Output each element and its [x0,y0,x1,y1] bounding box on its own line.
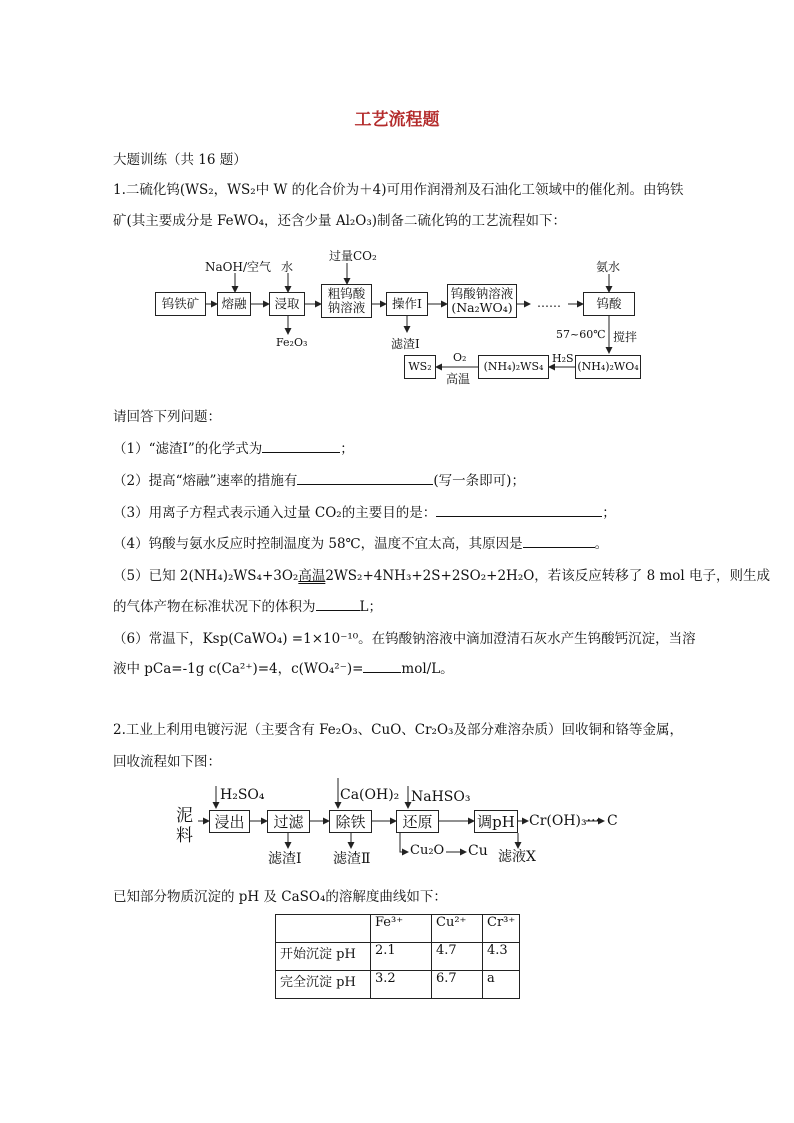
reagent-ammonia: 氨水 [596,260,621,274]
node-ammonium-thiotungstate: (NH₄)₂WS₄ [478,355,549,379]
q1-prompt: 请回答下列问题： [113,409,221,425]
q1-part-2-end: (写一条即可)； [433,473,525,489]
q1-part-4-end: 。 [594,536,609,552]
node-leach-out: 浸出 [209,810,250,833]
node-leach: 浸取 [269,292,305,316]
product-cu2o: Cu₂O [410,843,445,858]
reagent-water: 水 [281,260,294,274]
product-filtrate-x: 滤液X [498,849,536,865]
product-residue-1: 滤渣Ⅰ [268,851,302,867]
q2-known: 已知部分物质沉淀的 pH 及 CaSO₄的溶解度曲线如下： [113,889,447,905]
product-residue-2: 滤渣Ⅱ [333,851,371,867]
table-cell: 3.2 [371,971,432,999]
page-title: 工艺流程题 [354,110,440,130]
product-c: C [607,813,618,829]
table-cell: 开始沉淀 pH [276,943,371,971]
q1-part-4-text: （4）钨酸与氨水反应时控制温度为 58℃，温度不宜太高，其原因是 [113,536,523,552]
reagent-nahso3: NaHSO₃ [411,789,471,805]
q1-part-2-text: （2）提高“熔融”速率的措施有 [113,473,298,489]
table-header-row [276,915,520,943]
mud-label-1: 泥 [176,806,193,826]
table-header-cell [276,915,371,943]
product-residue-1: 滤渣Ⅰ [391,337,420,351]
section-heading: 大题训练（共 16 题） [113,152,247,168]
node-ws2: WS₂ [404,355,436,379]
reagent-co2: 过量CO₂ [329,249,377,263]
condition-stir: 搅拌 [613,330,638,344]
q1-intro-line-1: 1.二硫化钨(WS₂，WS₂中 W 的化合价为＋4)可用作润滑剂及石油化工领域中的催化剂。由钨铁 [113,182,684,198]
node-adjust-ph: 调pH [474,810,518,833]
node-crude-line-2: 钠溶液 [327,300,366,315]
table-cell: 2.1 [371,943,432,971]
q1-part-5-text-b: 2WS₂+4NH₃+2S+2SO₂+2H₂O，若该反应转移了 8 mol 电子，则生成 [325,568,771,584]
table-row [276,971,520,999]
q1-intro-line-2: 矿(其主要成分是 FeWO₄，还含少量 Al₂O₃)制备二硫化钨的工艺流程如下： [113,213,567,229]
node-filter: 过滤 [267,810,310,833]
q1-part-6-line-1: （6）常温下，Ksp(CaWO₄) =1×10⁻¹⁰。在钨酸钠溶液中滴加澄清石灰水产生钨酸钙沉淀，当溶 [113,631,696,647]
node-operation-1: 操作Ⅰ [386,292,428,316]
product-cu: Cu [468,843,488,859]
q1-part-3-text: （3）用离子方程式表示通入过量 CO₂的主要目的是： [113,505,437,521]
table-row [276,943,520,971]
precipitation-ph-table [275,914,520,999]
reagent-h2s: H₂S [552,352,574,365]
reagent-h2so4: H₂SO₄ [220,787,265,803]
q1-part-5-text-a: （5）已知 2(NH₄)₂WS₄+3O₂ [113,568,299,584]
product-croh3: Cr(OH)₃··· [529,813,600,829]
table-cell: 4.7 [432,943,483,971]
q2-intro-line-1: 2.工业上利用电镀污泥（主要含有 Fe₂O₃、CuO、Cr₂O₃及部分难溶杂质）回收铜和铬等金属， [113,722,683,738]
node-melt: 熔融 [217,292,251,316]
q1-part-6-end: mol/L。 [401,661,454,677]
q1-part-1-end: ； [340,441,354,457]
q1-part-3-end: ； [602,505,616,521]
mud-label-2: 料 [176,826,193,846]
product-fe2o3: Fe₂O₃ [276,336,308,349]
node-sodium-tungstate-line-2: (Na₂WO₄) [451,300,513,315]
table-header-cell: Cr³⁺ [483,915,520,943]
ellipsis: …… [537,296,561,310]
q1-part-1-text: （1）“滤渣Ⅰ”的化学式为 [113,441,263,457]
reagent-o2: O₂ [453,351,467,364]
reagent-caoh2: Ca(OH)₂ [340,787,400,803]
node-sodium-tungstate-line-1: 钨酸钠溶液 [450,286,514,301]
q1-part-5-text-c: 的气体产物在标准状况下的体积为 [113,599,316,615]
table-header-cell: Fe³⁺ [371,915,432,943]
q2-intro-line-2: 回收流程如下图： [113,754,221,770]
table-cell: 4.3 [483,943,520,971]
node-crude-line-1: 粗钨酸 [327,286,366,301]
node-remove-iron: 除铁 [329,810,372,833]
node-ore: 钨铁矿 [155,292,206,316]
table-cell: 6.7 [432,971,483,999]
q1-part-6-text: 液中 pCa=-1g c(Ca²⁺)=4，c(WO₄²⁻)= [113,661,364,677]
table-header-cell: Cu²⁺ [432,915,483,943]
node-reduce: 还原 [396,810,439,833]
node-ammonium-tungstate: (NH₄)₂WO₄ [575,355,641,379]
table-cell: a [483,971,520,999]
q1-part-5-condition: 高温 [298,568,326,584]
table-cell: 完全沉淀 pH [276,971,371,999]
condition-temperature: 57~60℃ [556,328,606,341]
condition-high-temp: 高温 [446,372,471,386]
node-tungstic-acid: 钨酸 [583,292,635,316]
reagent-naoh-air: NaOH/空气 [205,260,272,274]
q1-part-5-end: L； [359,599,382,615]
